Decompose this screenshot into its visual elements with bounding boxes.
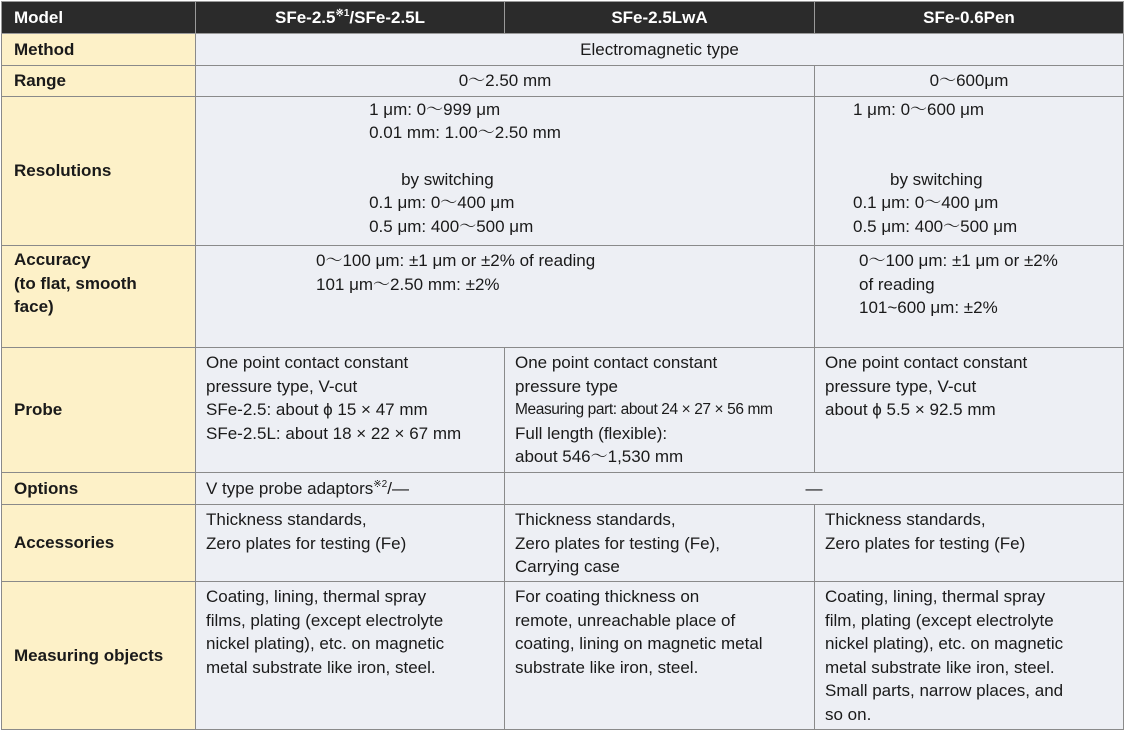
- accuracy-line: 101~600 μm: ±2%: [859, 298, 998, 317]
- header-sfe-2-5l-name: /SFe-2.5L: [349, 7, 426, 27]
- header-sfe-2-5-name: SFe-2.5: [274, 7, 336, 27]
- header-row: [2, 2, 1124, 34]
- value-options-sfe-2-5: V type probe adaptors$^{※2}$/—: [196, 473, 505, 505]
- value-accessories-sfe-2-5lwa: Thickness standards, Zero plates for testing (Fe), Carrying case: [505, 505, 815, 582]
- row-probe: [2, 348, 1124, 473]
- value-probe-sfe-2-5: One point contact constant pressure type, V-cut SFe-2.5: about ϕ 15 × 47 mm SFe-2.5L: about 18 × 22 × 67 mm: [196, 348, 505, 473]
- row-accessories: [2, 505, 1124, 582]
- header-sfe-0-6pen: SFe-0.6Pen: [815, 2, 1124, 34]
- value-options-other: —: [505, 473, 1124, 505]
- value-resolutions-main: [196, 97, 815, 246]
- accuracy-line: of reading: [859, 274, 935, 294]
- value-method: Electromagnetic type: [196, 34, 1124, 66]
- value-measuring-sfe-2-5: Coating, lining, thermal spray films, plating (except electrolyte nickel plating), etc. on magnetic metal substrate like iron, steel.: [196, 582, 505, 730]
- value-measuring-sfe-2-5lwa: For coating thickness on remote, unreachable place of coating, lining on magnetic metal substrate like iron, steel.: [505, 582, 815, 730]
- value-resolutions-pen: [815, 97, 1124, 246]
- resolution-line: 1 μm: 0〜999 μm: [369, 99, 501, 119]
- label-accessories: Accessories: [2, 505, 196, 582]
- value-accuracy-pen: [815, 246, 1124, 348]
- row-accuracy: [2, 246, 1124, 348]
- resolution-line: 0.01 mm: 1.00〜2.50 mm: [369, 123, 561, 143]
- resolution-line: 0.5 μm: 400〜500 μm: [853, 216, 1018, 236]
- value-measuring-sfe-0-6pen: Coating, lining, thermal spray film, plating (except electrolyte nickel plating), etc. on magnetic metal substrate like iron, steel. Small parts, narrow places, and so on.: [815, 582, 1124, 730]
- footnote-mark-2: ※2: [373, 478, 388, 490]
- resolution-line: 0.1 μm: 0〜400 μm: [369, 193, 515, 213]
- label-options: Options: [2, 473, 196, 505]
- row-resolutions: [2, 97, 1124, 246]
- resolution-line: by switching: [401, 169, 494, 189]
- accuracy-line: 0〜100 μm: ±1 μm or ±2%: [859, 251, 1058, 270]
- value-range-main: 0〜2.50 mm: [196, 66, 815, 97]
- row-options: [2, 473, 1124, 505]
- resolution-line: 0.5 μm: 400〜500 μm: [369, 216, 534, 236]
- header-sfe-2-5lwa: SFe-2.5LwA: [505, 2, 815, 34]
- value-probe-sfe-0-6pen: One point contact constant pressure type, V-cut about ϕ 5.5 × 92.5 mm: [815, 348, 1124, 473]
- resolution-line: 1 μm: 0〜600 μm: [853, 100, 985, 119]
- value-range-pen: 0〜600μm: [815, 66, 1124, 97]
- accuracy-line: 0〜100 μm: ±1 μm or ±2% of reading: [316, 251, 596, 270]
- spec-table: [1, 1, 1124, 730]
- value-accuracy-main: [196, 246, 815, 348]
- row-range: [2, 66, 1124, 97]
- value-accessories-sfe-2-5: Thickness standards, Zero plates for testing (Fe): [196, 505, 505, 582]
- label-range: Range: [2, 66, 196, 97]
- label-resolutions: Resolutions: [2, 97, 196, 246]
- header-sfe-2-5: [196, 2, 505, 34]
- label-measuring-objects: Measuring objects: [2, 582, 196, 730]
- row-measuring-objects: [2, 582, 1124, 730]
- value-accessories-sfe-0-6pen: Thickness standards, Zero plates for testing (Fe): [815, 505, 1124, 582]
- resolution-line: by switching: [890, 169, 983, 189]
- footnote-mark-1: ※1: [335, 7, 350, 19]
- accuracy-line: 101 μm〜2.50 mm: ±2%: [316, 274, 500, 294]
- resolution-line: 0.1 μm: 0〜400 μm: [853, 193, 999, 212]
- row-method: [2, 34, 1124, 66]
- label-probe: Probe: [2, 348, 196, 473]
- value-probe-sfe-2-5lwa: One point contact constant pressure type Measuring part: about 24 × 27 × 56 mm Full length (flexible): about 546〜1,530 mm: [505, 348, 815, 473]
- label-accuracy: Accuracy (to flat, smooth face): [2, 246, 196, 348]
- label-method: Method: [2, 34, 196, 66]
- header-model: Model: [2, 2, 196, 34]
